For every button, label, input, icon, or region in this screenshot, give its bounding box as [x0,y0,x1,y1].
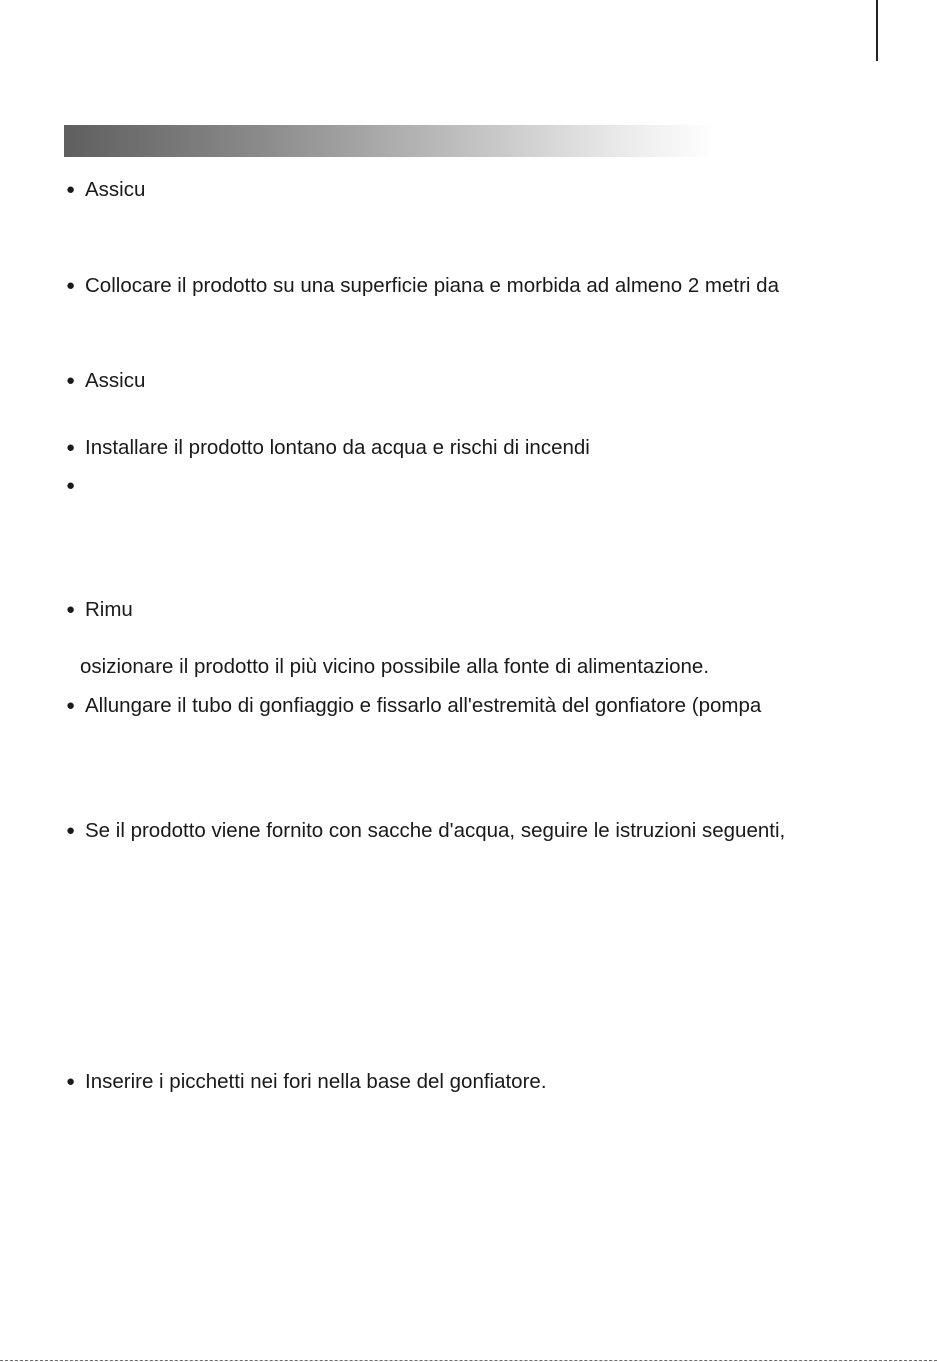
section-header-bar [64,125,716,157]
list-item-text: Inserire i picchetti nei fori nella base del gonfiatore. [85,1070,547,1093]
bullet-icon: ● [66,601,76,618]
list-item-text: Assicu [85,178,146,201]
list-item-text: Installare il prodotto lontano da acqua e rischi di incendi [85,436,590,459]
list-item [66,474,85,498]
bullet-icon: ● [66,372,76,389]
bullet-icon: ● [66,1073,76,1090]
list-item-text: Se il prodotto viene fornito con sacche d'acqua, seguire le istruzioni seguenti, [85,819,786,842]
bullet-icon: ● [66,277,76,294]
list-item-text: Collocare il prodotto su una superficie piana e morbida ad almeno 2 metri da [85,274,779,297]
page-bottom-rule [0,1360,937,1361]
list-item [66,598,133,622]
paragraph-text: osizionare il prodotto il più vicino possibile alla fonte di alimentazione. [80,655,710,678]
list-item [66,819,785,843]
list-item [66,694,761,718]
list-item [66,369,145,393]
bullet-icon: ● [66,181,76,198]
list-item-text: Allungare il tubo di gonfiaggio e fissarlo all'estremità del gonfiatore (pompa [85,694,762,717]
page-corner-mark [876,0,878,61]
bullet-icon: ● [66,477,76,494]
bullet-icon: ● [66,439,76,456]
list-item-text: Assicu [85,369,146,392]
bullet-icon: ● [66,697,76,714]
list-item [66,1070,547,1094]
list-item-text: Rimu [85,598,133,621]
list-item [66,436,590,460]
list-item [66,178,145,202]
list-item [66,274,779,298]
paragraph-line [80,655,709,679]
bullet-icon: ● [66,822,76,839]
